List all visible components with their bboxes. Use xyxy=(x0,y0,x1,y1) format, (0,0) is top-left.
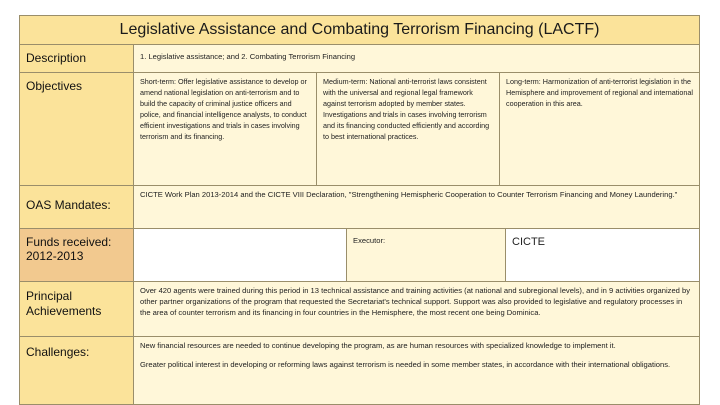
achievements-value: Over 420 agents were trained during this period in 13 technical assistance and training activities (at national and subregional levels), and in 9 activities organized by other partner organizations of the program that requested the Secretariat's technical support. Support was also provided to legislative and regulatory processes in the area of counter terrorism and its financing in four countries in the Hemisphere, the most recent one being Dominica. xyxy=(134,282,700,337)
medium-term-text: Medium-term: National anti-terrorist laws consistent with the universal and regional legal framework against terrorism adopted by member states. Investigations and trials in cases involving terrorism and its financing conducted efficiently and according to best international practices. xyxy=(323,77,490,141)
objectives-long-term xyxy=(500,73,700,186)
mandates-label: OAS Mandates: xyxy=(19,186,134,229)
achievements-label: Principal Achievements xyxy=(19,282,134,337)
challenge-1: New financial resources are needed to continue developing the program, as are human resources with specialized knowledge to implement it. xyxy=(140,341,616,350)
challenges-label: Challenges: xyxy=(19,337,134,405)
lactf-table xyxy=(19,15,700,405)
executor-label: Executor: xyxy=(347,229,506,282)
description-label: Description xyxy=(19,45,134,73)
challenges-value xyxy=(134,337,700,405)
objectives-medium-term xyxy=(317,73,500,186)
challenge-2: Greater political interest in developing or reforming laws against terrorism is needed in some member states, in accordance with their international obligations. xyxy=(140,360,671,370)
table-title: Legislative Assistance and Combating Terrorism Financing (LACTF) xyxy=(19,15,700,45)
funds-amount xyxy=(134,229,347,282)
long-term-text: Long-term: Harmonization of anti-terrorist legislation in the Hemisphere and improvement of regional and international cooperation in this area. xyxy=(506,77,693,108)
description-value: 1. Legislative assistance; and 2. Combating Terrorism Financing xyxy=(134,45,700,73)
objectives-short-term xyxy=(134,73,317,186)
mandates-value: CICTE Work Plan 2013-2014 and the CICTE VIII Declaration, "Strengthening Hemispheric Cooperation to Counter Terrorism Financing and Money Laundering." xyxy=(134,186,700,229)
executor-value: CICTE xyxy=(506,229,700,282)
objectives-label: Objectives xyxy=(19,73,134,186)
short-term-text: Short-term: Offer legislative assistance to develop or amend national legislation on anti-terrorism and to build the capacity of criminal justice officers and police, and financial intelligence analysts, to conduct efficient investigations and trials in cases involving terrorism and its financing. xyxy=(140,77,307,141)
funds-label: Funds received: 2012-2013 xyxy=(19,229,134,282)
